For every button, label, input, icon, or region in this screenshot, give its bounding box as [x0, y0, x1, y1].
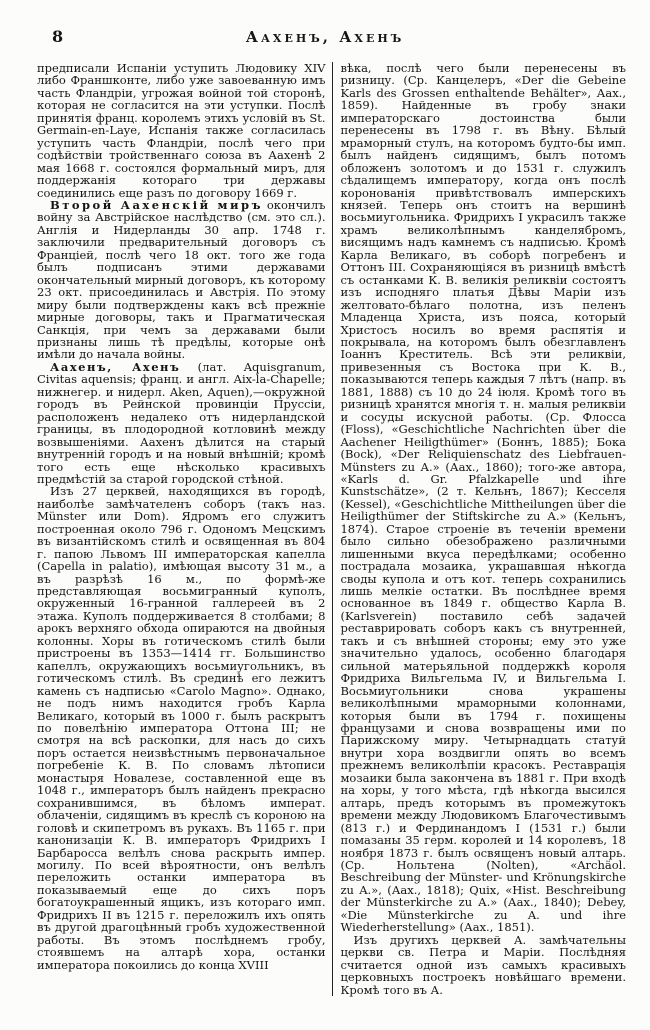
- paragraph-text: (лат. Aquisgranum, Civitas aquensis; франц. и англ. Aix-la-Chapelle; нижнегер. и нидерл. Aken, Aquen),—окружной городъ въ Рейнской провинціи Пруссіи, расположенъ недалеко отъ нидерландской границы, въ плодородной котловинѣ между возвышеніями. Аахенъ дѣлится на старый внутренній городъ и на новый внѣшній; кромѣ того есть еще нѣсколько красивыхъ предмѣстій за старой городской стѣной.: [37, 359, 326, 486]
- page-title: Аахенъ, Ахенъ: [245, 28, 405, 46]
- paragraph-continuation: предписали Испаніи уступить Людовику XIV либо Франшконте, либо уже завоеванную имъ часть Фландріи, угрожая войной той сторонѣ, которая не согласится на эти уступки. Послѣ принятія франц. королемъ этихъ условій въ St. Germain-en-Laye, Испанія также согласилась уступить часть Фландріи, послѣ чего при содѣйствіи тройственнаго союза въ Аахенѣ 2 мая 1668 г. состоялся формальный миръ, для поддержанія котораго три державы соединились еще разъ по договору 1669 г.: [37, 61, 326, 200]
- text-block: [37, 62, 626, 996]
- paragraph-text: окончилъ войну за Австрійское наслѣдство (см. это сл.). Англія и Нидерланды 30 апр. 1748 г. заключили предварительный договоръ съ Франціей, послѣ чего 18 окт. того же года былъ подписанъ этими державами окончательный мирный договоръ, къ которому 23 окт. присоединилась и Австрія. По этому миру были подтверждены какъ всѣ прежніе мирные договоры, такъ и Прагматическая Санкція, при чемъ за державами были признаны лишь тѣ предѣлы, которые онѣ имѣли до начала войны.: [37, 197, 326, 362]
- paragraph-second-peace: [37, 199, 325, 361]
- column-left: [37, 62, 332, 996]
- paragraph-entry-aachen: [37, 361, 325, 486]
- page-number: 8: [52, 27, 64, 46]
- paragraph-churches: Изъ 27 церквей, находящихся въ городѣ, наиболѣе замѣчателенъ соборъ (такъ наз. Münster или Dom). Ядромъ его служитъ построенная около 796 г. Одономъ Мецскимъ въ византійскомъ стилѣ и освященная въ 804 г. папою Львомъ III императорская капелла (Capella in palatio), имѣющая высоту 31 м., а въ разрѣзѣ 16 м., по формѣ-же представляющая восьмигранный куполъ, окруженный 16-гранной галлереей въ 2 этажа. Куполъ поддерживается 8 столбами; 8 арокъ верхняго обхода опираются на двойныя колонны. Хоры въ готическомъ стилѣ были пристроены въ 1353—1414 гг. Большинство капеллъ, окружающихъ восьмиугольникъ, въ готическомъ стилѣ. Въ срединѣ его лежитъ камень съ надписью «Carolo Magno». Однако, не подъ нимъ находится гробъ Карла Великаго, который въ 1000 г. былъ раскрытъ по повелѣнію императора Оттона III; не смотря на всѣ раскопки, для насъ до сихъ поръ остается неизвѣстнымъ первоначальное погребеніе К. В. По словамъ лѣтописи монастыря Новалезе, составленной еще въ 1048 г., императоръ былъ найденъ прекрасно сохранившимся, въ бѣломъ императ. облаченіи, сидящимъ въ креслѣ съ короною на головѣ и скипетромъ въ рукахъ. Въ 1165 г. при канонизаціи К. В. императоръ Фридрихъ I Барбаросса велѣлъ снова раскрыть импер. могилу. По всей вѣроятности, онъ велѣлъ переложить останки императора въ показываемый еще до сихъ поръ богатоукрашенный ящикъ, изъ котораго имп. Фридрихъ II въ 1215 г. переложилъ ихъ опять въ другой драгоцѣнный гробъ художественной работы. Въ этомъ послѣднемъ гробу, стоявшемъ на алтарѣ хора, останки императора покоились до конца XVIII: [37, 484, 326, 972]
- paragraph-other-churches: Изъ другихъ церквей А. замѣчательны церкви св. Петра и Маріи. Послѣдняя считается одной изъ самыхъ красивыхъ церковныхъ построекъ новѣйшаго времени. Кромѣ того въ А.: [340, 932, 626, 997]
- entry-term-second-aachen-peace: Второй Аахенскій миръ: [50, 197, 263, 212]
- column-right: [332, 62, 626, 996]
- entry-term-aachen: Аахенъ, Ахенъ: [50, 359, 181, 374]
- paragraph-continuation: вѣка, послѣ чего были перенесены въ ризницу. (Ср. Канцелеръ, «Der die Gebeine Karls des Grossen enthaltende Behälter», Аах., 1859). Найденные въ гробу знаки императорскаго достоинства были перенесены въ 1798 г. въ Вѣну. Бѣлый мраморный стулъ, на которомъ будто-бы имп. былъ найденъ сидящимъ, былъ потомъ обложенъ золотомъ и до 1531 г. служилъ сѣдалищемъ императору, когда онъ послѣ коронованія привѣтствовалъ имперскихъ князей. Теперь онъ стоитъ на вершинѣ восьмиугольника. Фридрихъ I украсилъ также храмъ великолѣпнымъ канделябромъ, висящимъ надъ камнемъ съ надписью. Кромѣ Карла Великаго, въ соборѣ погребенъ и Оттонъ III. Сохраняющіяся въ ризницѣ вмѣстѣ съ останками К. В. великія реликвіи состоятъ изъ исподняго платья Дѣвы Маріи изъ желтовато-бѣлаго полотна, изъ пеленъ Младенца Христа, изъ пояса, который Христосъ носилъ во время распятія и покрывала, на которомъ былъ обезглавленъ Іоаннъ Креститель. Всѣ эти реликвіи, привезенныя съ Востока при К. В., показываются теперь каждыя 7 лѣтъ (напр. въ 1881, 1888) съ 10 до 24 іюля. Кромѣ того въ ризницѣ хранятся многія т. н. малыя реликвіи и сосуды искусной работы. (Ср. Флосса (Floss), «Geschichtliche Nachrichten über die Aachener Heiligthümer» (Боннъ, 1885); Бока (Bock), «Der Reliquienschatz des Liebfrauen-Münsters zu A.» (Аах., 1860); того-же автора, «Karls d. Gr. Pfalzkapelle und ihre Kunstschätze», (2 т. Кельнъ, 1867); Кесселя (Kessel), «Geschichtliche Mittheilungen über die Heiligthümer der Stiftskirche zu A.» (Кельнъ, 1874). Старое строеніе въ теченіи времени было сильно обезображено различными лишенными вкуса передѣлками; особенно пострадала мозаика, украшавшая нѣкогда своды купола и отъ кот. теперь сохранились лишь мелкіе остатки. Въ послѣднее время основанное въ 1849 г. общество Карла В. (Karlsverein) поставило себѣ задачей реставрировать соборъ какъ съ внутренней, такъ и съ внѣшней стороны; ему это уже значительно удалось, особенно благодаря сильной матерьяльной поддержкѣ короля Фридриха Вильгельма IV, и Вильгельма I. Восьмиугольники снова украшены великолѣпными мраморными колоннами, которыя были въ 1794 г. похищены французами и снова возвращены ими по Парижскому миру. Четырнадцать статуй внутри хора воздвигли опять во всемъ прежнемъ великолѣпіи красокъ. Реставрація мозаики была закончена въ 1881 г. При входѣ на хоры, у того мѣста, гдѣ нѣкогда высился алтарь, предъ которымъ въ промежутокъ времени между Людовикомъ Благочестивымъ (813 г.) и Фердинандомъ I (1531 г.) были помазаны 35 герм. королей и 14 королевъ, 18 ноября 1873 г. былъ освященъ новый алтарь. (Ср. Нольтена (Nolten), «Archäol. Beschreibung der Münster- und Krönungskirche zu A.», (Аах., 1818); Quix, «Hist. Beschreibung der Münsterkirche zu A.» (Аах., 1840); Debey, «Die Münsterkirche zu A. und ihre Wiederherstellung» (Аах., 1851).: [340, 61, 626, 935]
